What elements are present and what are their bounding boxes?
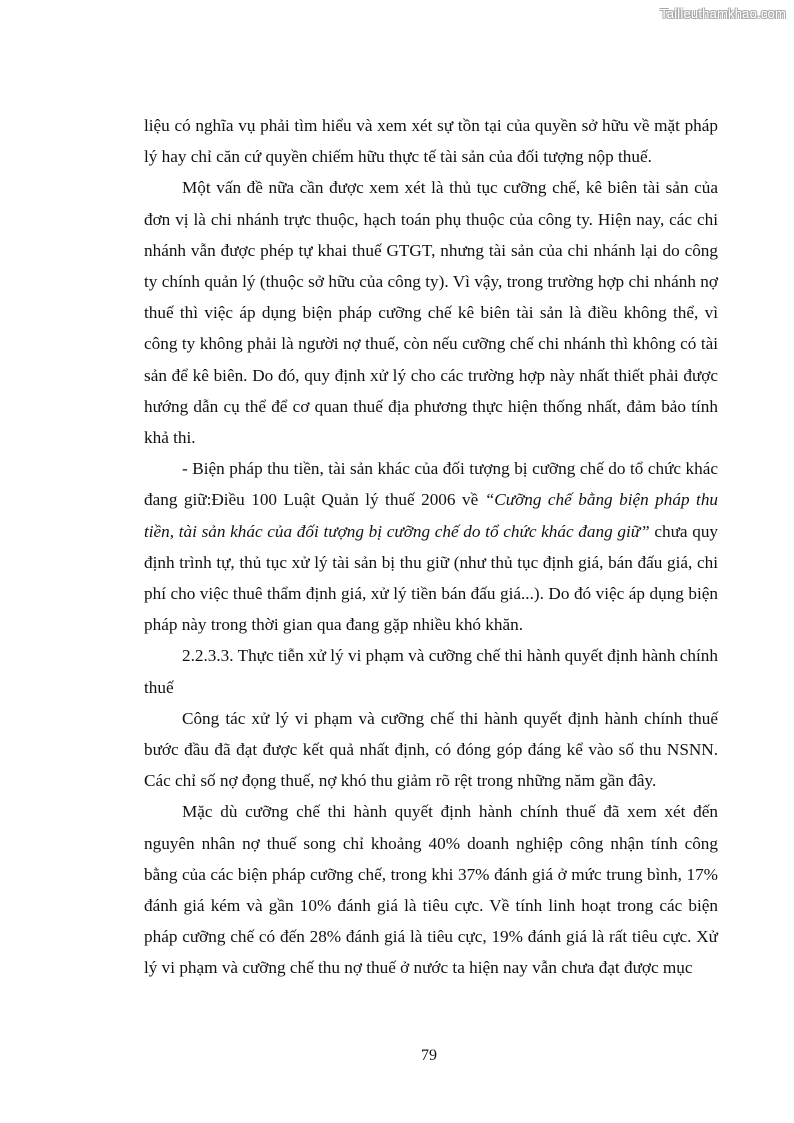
paragraph-asset-collection-rest: chưa quy định trình tự, thủ tục xử lý tài sản bị thu giữ (như thủ tục định giá, bán đấu giá, chi phí cho việc thuê thẩm định giá, xử lý tiền bán đấu giá...). Do đó việc áp dụng biện pháp này trong thời gian qua đang gặp nhiều khó khăn.	[144, 521, 719, 635]
watermark: Tailieuthamkhao.com	[660, 6, 786, 21]
section-heading-2-2-3-3: 2.2.3.3. Thực tiễn xử lý vi phạm và cưỡng chế thi hành quyết định hành chính thuế	[144, 646, 718, 697]
paragraph-violation-handling: Công tác xử lý vi phạm và cưỡng chế thi hành quyết định hành chính thuế bước đầu đã đạt được kết quả nhất định, có đóng góp đáng kể vào số thu NSNN. Các chỉ số nợ đọng thuế, nợ khó thu giảm rõ rệt trong những năm gần đây.	[144, 708, 718, 791]
paragraph-branch-enforcement: Một vấn đề nữa cần được xem xét là thủ tục cưỡng chế, kê biên tài sản của đơn vị là chi nhánh trực thuộc, hạch toán phụ thuộc của công ty. Hiện nay, các chi nhánh vẫn được phép tự khai thuế GTGT, nhưng tài sản của chi nhánh lại do công ty chính quản lý (thuộc sở hữu của công ty). Vì vậy, trong trường hợp chi nhánh nợ thuế thì việc áp dụng biện pháp cưỡng chế kê biên tài sản là điều không thể, vì công ty không phải là người nợ thuế, còn nếu cưỡng chế chi nhánh thì không có tài sản để kê biên. Do đó, quy định xử lý cho các trường hợp này nhất thiết phải được hướng dẫn cụ thể để cơ quan thuế địa phương thực hiện thống nhất, đảm bảo tính khả thi.	[144, 178, 718, 448]
document-body	[144, 110, 718, 984]
page-number: 79	[421, 1047, 437, 1064]
paragraph-continuation: liệu có nghĩa vụ phải tìm hiểu và xem xét sự tồn tại của quyền sở hữu về mặt pháp lý hay chỉ căn cứ quyền chiếm hữu thực tế tài sản của đối tượng nộp thuế.	[144, 116, 718, 167]
quoted-article-title: “Cưỡng chế bằng biện pháp thu tiền, tài sản khác của đối tượng bị cưỡng chế do tổ chức khác đang giữ”	[144, 490, 719, 541]
paragraph-survey-results: Mặc dù cưỡng chế thi hành quyết định hành chính thuế đã xem xét đến nguyên nhân nợ thuế song chỉ khoảng 40% doanh nghiệp công nhận tính công bằng của các biện pháp cưỡng chế, trong khi 37% đánh giá ở mức trung bình, 17% đánh giá kém và gần 10% đánh giá là tiêu cực. Về tính linh hoạt trong các biện pháp cưỡng chế có đến 28% đánh giá là tiêu cực, 19% đánh giá là rất tiêu cực. Xử lý vi phạm và cưỡng chế thu nợ thuế ở nước ta hiện nay vẫn chưa đạt được mục	[144, 802, 718, 978]
paragraph-asset-collection	[144, 453, 718, 640]
paragraph-asset-collection-intro: - Biện pháp thu tiền, tài sản khác của đối tượng bị cưỡng chế do tổ chức khác đang giữ:Điều 100 Luật Quản lý thuế 2006 về	[144, 459, 718, 510]
